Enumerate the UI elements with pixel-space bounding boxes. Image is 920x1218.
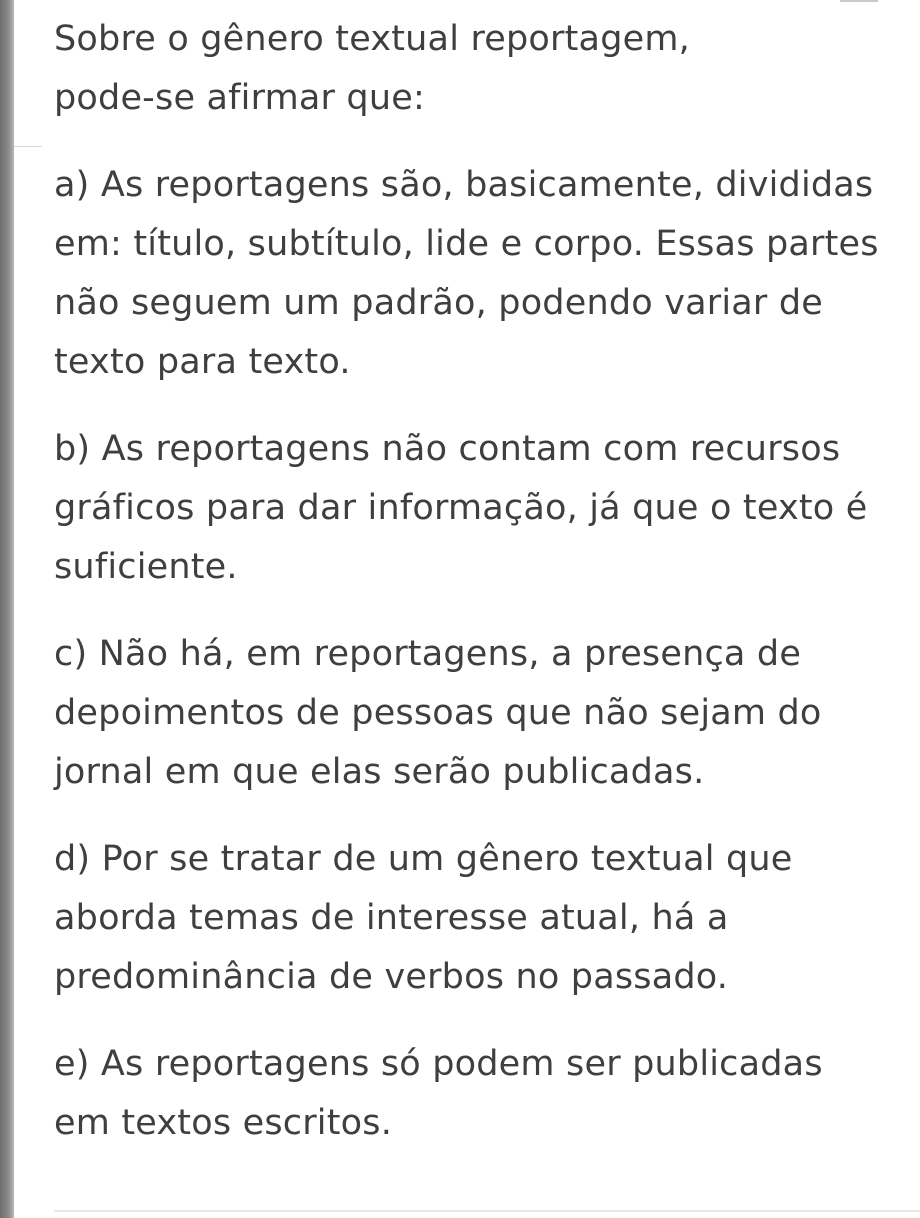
question-prompt	[54, 10, 914, 128]
option-e-line: e) As reportagens só podem ser publicadas	[54, 1044, 823, 1084]
option-b	[54, 420, 914, 597]
option-c-line: c) Não há, em reportagens, a presença de	[54, 634, 802, 674]
bottom-divider	[54, 1210, 920, 1212]
option-a-line: em: título, subtítulo, lide e corpo. Essas partes	[54, 224, 879, 264]
option-c-line: depoimentos de pessoas que não sejam do	[54, 693, 822, 733]
option-d-line: aborda temas de interesse atual, há a	[54, 898, 729, 938]
option-a-line: a) As reportagens são, basicamente, divididas	[54, 165, 874, 205]
option-a	[54, 156, 914, 392]
spacer	[54, 392, 914, 420]
window-left-edge	[0, 0, 14, 1218]
option-d	[54, 830, 914, 1007]
question-line: Sobre o gênero textual reportagem,	[54, 19, 690, 59]
option-b-line: b) As reportagens não contam com recursos	[54, 429, 841, 469]
option-d-line: d) Por se tratar de um gênero textual que	[54, 839, 793, 879]
question-content	[54, 10, 914, 1153]
edge-divider	[14, 146, 42, 147]
option-d-line: predominância de verbos no passado.	[54, 957, 729, 997]
option-a-line: não seguem um padrão, podendo variar de	[54, 283, 823, 323]
option-b-line: suficiente.	[54, 547, 238, 587]
option-e	[54, 1035, 914, 1153]
spacer	[54, 128, 914, 156]
top-scroll-mark	[840, 0, 878, 2]
question-line: pode-se afirmar que:	[54, 78, 425, 118]
spacer	[54, 1007, 914, 1035]
option-c-line: jornal em que elas serão publicadas.	[54, 752, 705, 792]
option-b-line: gráficos para dar informação, já que o texto é	[54, 488, 868, 528]
option-c	[54, 625, 914, 802]
option-a-line: texto para texto.	[54, 342, 351, 382]
spacer	[54, 802, 914, 830]
spacer	[54, 597, 914, 625]
option-e-line: em textos escritos.	[54, 1103, 393, 1143]
